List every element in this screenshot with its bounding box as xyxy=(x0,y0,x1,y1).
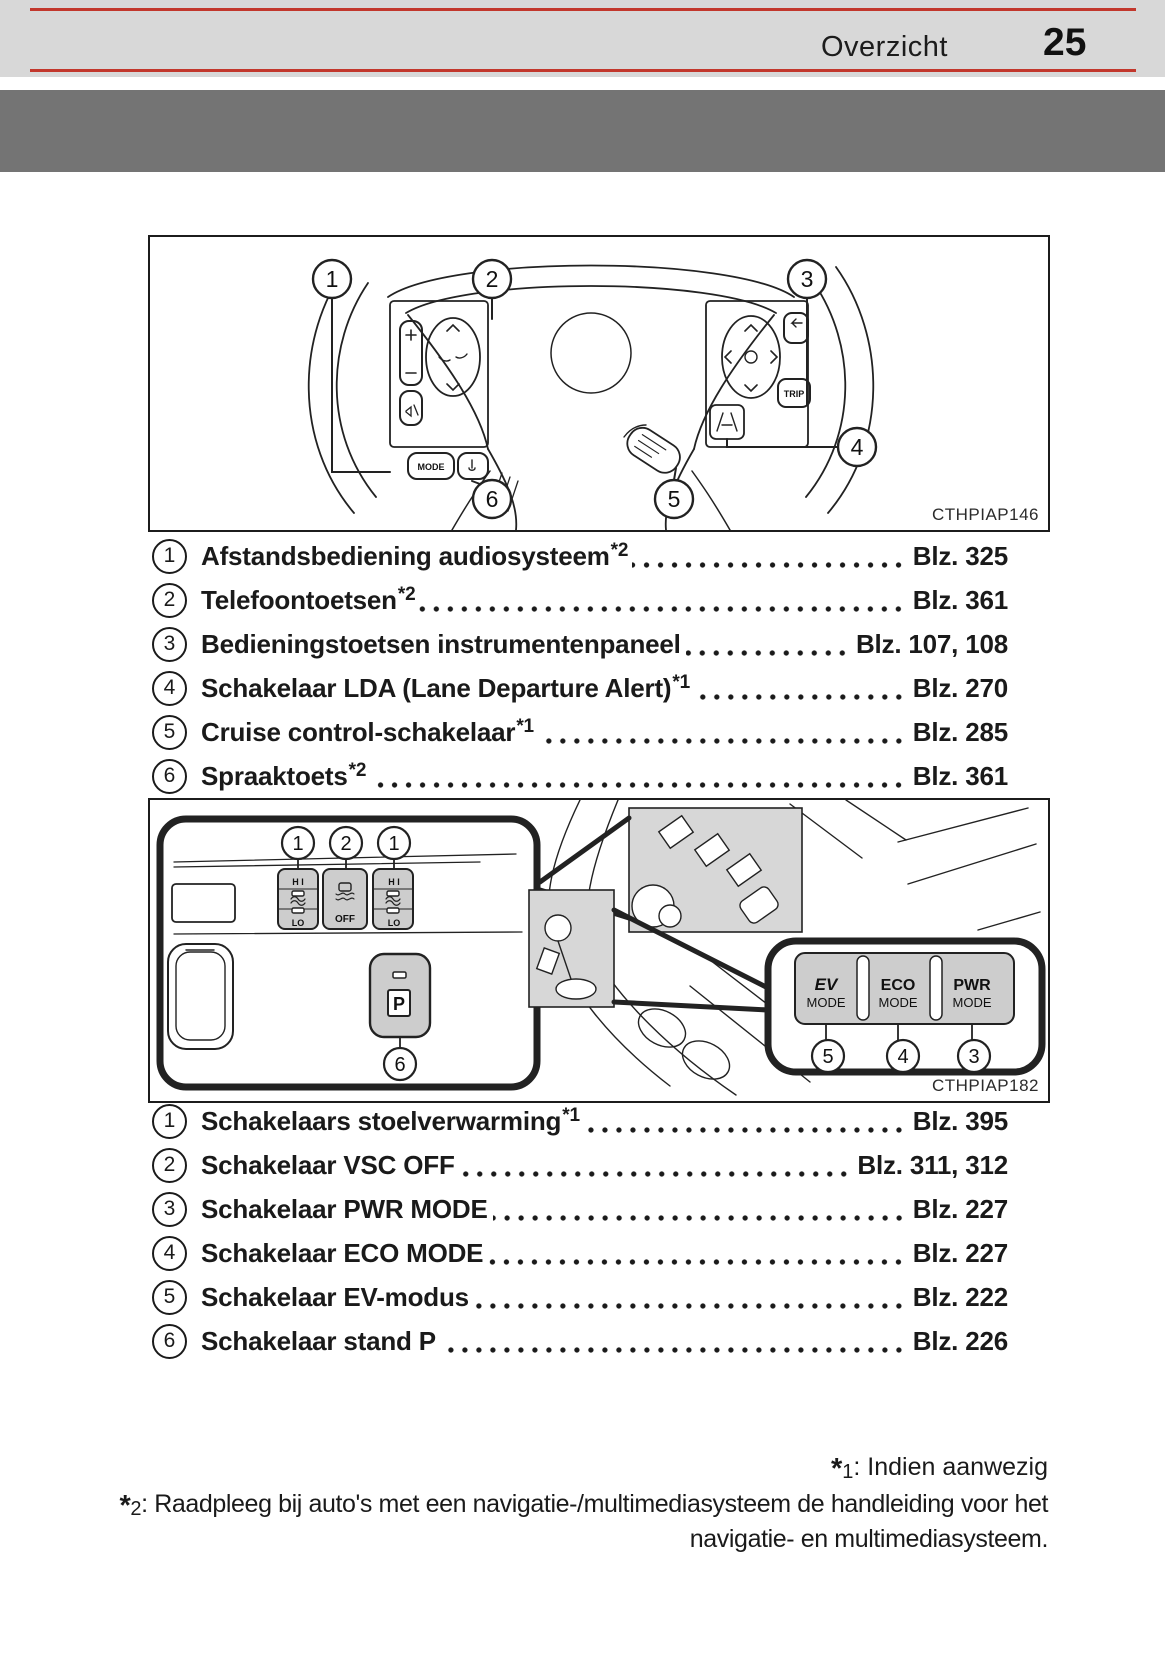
callout-1: 1 xyxy=(325,266,339,292)
ev-mode-label: MODE xyxy=(806,995,846,1010)
legend-list-1 xyxy=(152,534,1008,798)
item-label: Schakelaar PWR MODE xyxy=(201,1193,488,1224)
list-item xyxy=(152,1319,1008,1363)
item-label: Spraaktoets xyxy=(201,760,348,791)
callout-vsc: 2 xyxy=(340,833,352,855)
ev-label: EV xyxy=(814,975,838,994)
dot-leader xyxy=(488,1258,908,1266)
page-ref: Blz. 222 xyxy=(912,1281,1008,1312)
figure-code: CTHPIAP146 xyxy=(931,505,1039,524)
page-ref: Blz. 361 xyxy=(912,584,1008,615)
item-number: 3 xyxy=(152,627,187,662)
page-ref: Blz. 226 xyxy=(912,1325,1008,1356)
figure-steering-wheel xyxy=(148,235,1050,532)
item-number: 4 xyxy=(152,671,187,706)
item-number: 6 xyxy=(152,1324,187,1359)
chapter-banner xyxy=(0,90,1165,172)
list-item xyxy=(152,1231,1008,1275)
callout-6: 6 xyxy=(485,486,499,512)
item-label: Telefoontoetsen xyxy=(201,584,397,615)
footnote-marker: *1 xyxy=(672,671,690,693)
footnote-text-line2: navigatie- en multimediasysteem. xyxy=(689,1525,1048,1553)
pwr-mode-label: MODE xyxy=(952,995,992,1010)
pwr-label: PWR xyxy=(953,977,991,994)
item-number: 5 xyxy=(152,1280,187,1315)
seat-lo-label: LO xyxy=(291,918,305,928)
item-number: 6 xyxy=(152,759,187,794)
footnote-2 xyxy=(0,1487,1048,1556)
page-ref: Blz. 395 xyxy=(912,1105,1008,1136)
callout-ev: 5 xyxy=(822,1046,834,1068)
footnote-index: 2 xyxy=(130,1498,142,1520)
footnote-marker: *2 xyxy=(610,539,629,561)
seat-hi-label: H I xyxy=(388,877,400,887)
page-ref: Blz. 325 xyxy=(912,540,1008,571)
trip-button-label: TRIP xyxy=(783,389,805,399)
eco-label: ECO xyxy=(880,977,916,994)
footnote-marker: *1 xyxy=(562,1104,580,1126)
page-ref: Blz. 311, 312 xyxy=(857,1149,1008,1180)
page-number: 25 xyxy=(1043,21,1087,64)
dot-leader xyxy=(370,781,909,789)
callout-p: 6 xyxy=(394,1054,406,1076)
page-ref: Blz. 107, 108 xyxy=(855,628,1008,659)
dot-leader xyxy=(694,693,909,701)
item-label: Schakelaars stoelverwarming xyxy=(201,1105,562,1136)
header-rule xyxy=(30,69,1136,72)
item-label: Bedieningstoetsen instrumentenpaneel xyxy=(201,628,681,659)
dot-leader xyxy=(493,1214,909,1222)
list-item xyxy=(152,1143,1008,1187)
callout-seat-left: 1 xyxy=(292,833,304,855)
mode-button-label: MODE xyxy=(417,462,445,472)
p-button-label: P xyxy=(392,994,406,1014)
asterisk-marker: * xyxy=(119,1490,131,1522)
item-number: 2 xyxy=(152,583,187,618)
dot-leader xyxy=(460,1170,854,1178)
item-label: Cruise control-schakelaar xyxy=(201,716,516,747)
callout-5: 5 xyxy=(667,486,681,512)
item-label: Schakelaar stand P xyxy=(201,1325,436,1356)
list-item xyxy=(152,534,1008,578)
callout-3: 3 xyxy=(800,266,814,292)
callout-seat-right: 1 xyxy=(388,833,400,855)
page-ref: Blz. 285 xyxy=(912,716,1008,747)
page-header xyxy=(0,0,1165,77)
footnote-text-line1: : Raadpleeg bij auto's met een navigatie-/multimediasysteem de handleiding voor het xyxy=(141,1490,1048,1518)
asterisk-marker: * xyxy=(830,1453,843,1485)
dot-leader xyxy=(538,737,909,745)
footnote-marker: *2 xyxy=(348,759,367,781)
item-label: Schakelaar LDA (Lane Departure Alert) xyxy=(201,672,672,703)
seat-hi-label: H I xyxy=(292,877,304,887)
vsc-off-label: OFF xyxy=(335,914,355,925)
dot-leader xyxy=(419,605,908,613)
callout-2: 2 xyxy=(485,266,499,292)
item-number: 5 xyxy=(152,715,187,750)
section-title: Overzicht xyxy=(821,31,948,63)
callout-eco: 4 xyxy=(897,1046,909,1068)
figure-console xyxy=(148,798,1050,1103)
item-label: Schakelaar ECO MODE xyxy=(201,1237,484,1268)
seat-lo-label: LO xyxy=(387,918,401,928)
page-ref: Blz. 227 xyxy=(912,1237,1008,1268)
page-ref: Blz. 227 xyxy=(912,1193,1008,1224)
dot-leader xyxy=(686,649,852,657)
console-drawing xyxy=(150,800,1048,1101)
item-number: 4 xyxy=(152,1236,187,1271)
item-number: 3 xyxy=(152,1192,187,1227)
dot-leader xyxy=(584,1126,909,1134)
list-item xyxy=(152,622,1008,666)
footnote-1 xyxy=(0,1450,1048,1483)
list-item xyxy=(152,754,1008,798)
item-label: Schakelaar EV-modus xyxy=(201,1281,469,1312)
top-rule xyxy=(30,8,1136,11)
item-number: 1 xyxy=(152,539,187,574)
item-label: Afstandsbediening audiosysteem xyxy=(201,540,610,571)
dot-leader xyxy=(441,1346,909,1354)
list-item xyxy=(152,1099,1008,1143)
callout-pwr: 3 xyxy=(968,1046,980,1068)
dot-leader xyxy=(632,561,909,569)
legend-list-2 xyxy=(152,1099,1008,1363)
footnote-index: 1 xyxy=(842,1461,854,1483)
callout-4: 4 xyxy=(850,434,864,460)
list-item xyxy=(152,666,1008,710)
list-item xyxy=(152,710,1008,754)
list-item xyxy=(152,1275,1008,1319)
page-ref: Blz. 361 xyxy=(912,760,1008,791)
footnote-marker: *1 xyxy=(516,715,534,737)
figure-code: CTHPIAP182 xyxy=(931,1076,1039,1095)
eco-mode-label: MODE xyxy=(878,995,918,1010)
item-number: 1 xyxy=(152,1104,187,1139)
steering-wheel-drawing xyxy=(150,237,1048,530)
item-number: 2 xyxy=(152,1148,187,1183)
footnote-text: : Indien aanwezig xyxy=(853,1453,1048,1481)
page-ref: Blz. 270 xyxy=(912,672,1008,703)
footnote-marker: *2 xyxy=(397,583,416,605)
dot-leader xyxy=(474,1302,909,1310)
list-item xyxy=(152,1187,1008,1231)
list-item xyxy=(152,578,1008,622)
item-label: Schakelaar VSC OFF xyxy=(201,1149,455,1180)
